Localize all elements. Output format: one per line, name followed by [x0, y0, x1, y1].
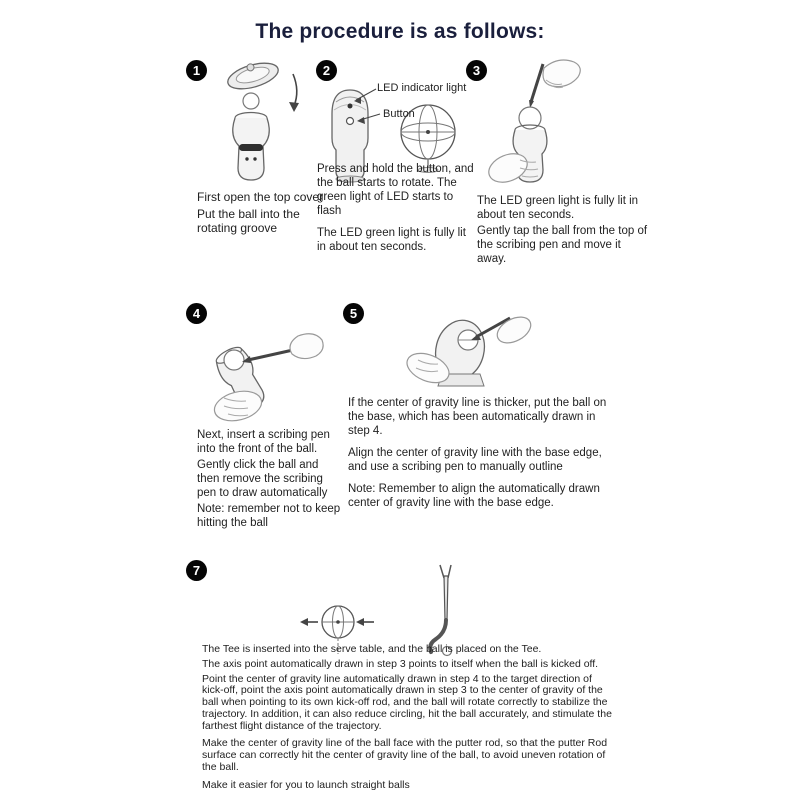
step-4-para-3: Note: remember not to keep hitting the ball — [197, 503, 341, 530]
step-2-number-badge: 2 — [316, 60, 337, 81]
step-4-para-2: Gently click the ball and then remove the scribing pen to draw automatically — [197, 459, 328, 500]
step-7-para-3: Point the center of gravity line automatically drawn in step 4 to the target direction of kick-off, point the axis point automatically drawn in step 3 to the center of gravity of the ball when pointing to its own kick-off rod, and the ball will rotate correctly to stabilize the trajectory. In addition, it can also reduce circling, hit the ball accurately, and stimulate the farthest flight distance of the trajectory. — [202, 672, 612, 732]
down-arrow-icon — [289, 74, 299, 112]
step-1-text — [197, 190, 329, 238]
step-7-para-4: Make the center of gravity line of the ball face with the putter rod, so that the putter Rod surface can correctly hit the center of gravity line of the ball, to avoid uneven rotation of the ball. — [202, 737, 608, 773]
device-body-icon — [233, 113, 270, 181]
insert-pen-drawing — [190, 322, 325, 426]
step-7-para-2: The axis point automatically drawn in step 3 points to itself when the ball is kicked off. — [202, 657, 599, 670]
step-2-para-2: The LED green light is fully lit in about ten seconds. — [317, 227, 466, 254]
step-4-number-badge: 4 — [186, 303, 207, 324]
manual-outline-drawing — [398, 310, 540, 400]
step-3-number-badge: 3 — [466, 60, 487, 81]
button-label: Button — [383, 108, 415, 120]
step-1-line-1: First open the top cover — [197, 190, 324, 204]
step-4-para-1: Next, insert a scribing pen into the front of the ball. — [197, 429, 330, 456]
step-3-para-2: Gently tap the ball from the top of the scribing pen and move it away. — [477, 225, 648, 266]
right-arrow-icon — [356, 618, 374, 626]
hand-icon — [493, 312, 535, 348]
step-3-para-1: The LED green light is fully lit in about ten seconds. — [477, 195, 639, 222]
step-5-para-2: Align the center of gravity line with the base edge, and use a scribing pen to manually outline — [348, 447, 602, 474]
step-5-para-1: If the center of gravity line is thicker, put the ball on the base, which has been automatically drawn in step 4. — [348, 397, 607, 438]
scribing-pen-icon — [529, 64, 543, 108]
step-3-text — [477, 194, 649, 268]
step-3-illustration — [480, 56, 590, 194]
step-1-number-badge: 1 — [186, 60, 207, 81]
step-7-text — [202, 644, 616, 794]
tee-icon — [430, 565, 451, 652]
hand-icon — [543, 60, 580, 88]
step-1-illustration — [203, 56, 308, 192]
step-7-para-5: Make it easier for you to launch straight balls — [202, 778, 410, 791]
led-indicator-icon — [348, 104, 353, 109]
step-4-text — [197, 428, 343, 532]
step-2-para-1: Press and hold the button, and the ball starts to rotate. The green light of LED starts to flash — [317, 163, 474, 218]
golf-ball-icon — [243, 93, 259, 109]
step-7-para-1: The Tee is inserted into the serve table, and the ball is placed on the Tee. — [202, 643, 542, 655]
device-open-lid-drawing — [203, 56, 308, 192]
button-icon — [347, 118, 354, 125]
step-5-text — [348, 396, 616, 512]
step-5-illustration — [398, 310, 540, 400]
led-indicator-label: LED indicator light — [377, 82, 467, 94]
hand-tapping-ball-drawing — [480, 56, 590, 194]
step-1-line-2: Put the ball into the rotating groove — [197, 206, 300, 236]
step-4-illustration — [190, 322, 325, 426]
step-5-number-badge: 5 — [343, 303, 364, 324]
page-title: The procedure is as follows: — [255, 20, 545, 43]
step-7-number-badge: 7 — [186, 560, 207, 581]
step-2-text — [317, 162, 475, 256]
golf-ball-icon — [224, 350, 244, 370]
hand-icon — [290, 334, 323, 359]
step-5-para-3: Note: Remember to align the automatically drawn center of gravity line with the base edge. — [348, 483, 600, 510]
left-arrow-icon — [300, 618, 318, 626]
top-cover-icon — [225, 57, 281, 94]
